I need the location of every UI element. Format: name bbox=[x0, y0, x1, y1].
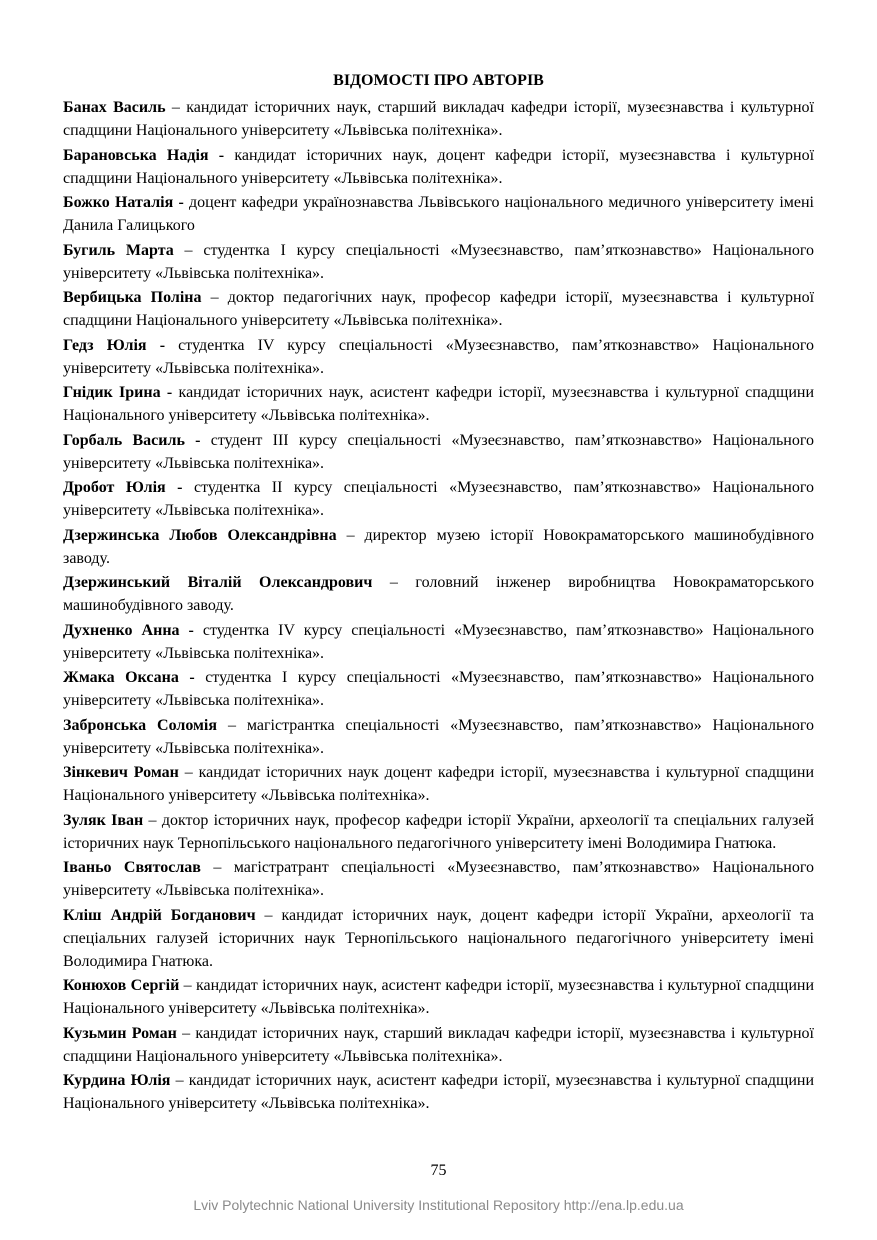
authors-list bbox=[63, 96, 814, 1117]
author-description: кандидат історичних наук, доцент кафедри історії України, археології та спеціальних галузей історичних наук Тернопільського національного педагогічного університету імені Володимира Гнатюка. bbox=[63, 906, 814, 970]
author-entry bbox=[63, 809, 814, 855]
author-description: доктор історичних наук, професор кафедри історії України, археології та спеціальних галузей історичних наук Тернопільського національного педагогічного університету імені Володимира Гнатюка. bbox=[63, 811, 815, 852]
author-entry bbox=[63, 191, 814, 237]
author-description: кандидат історичних наук, доцент кафедри історії, музеєзнавства і культурної спадщини Національного університету «Львівська політехніка». bbox=[63, 146, 815, 187]
author-entry bbox=[63, 429, 814, 475]
author-separator: – bbox=[201, 289, 228, 306]
author-separator bbox=[224, 147, 234, 164]
page-title: ВІДОМОСТІ ПРО АВТОРІВ bbox=[333, 72, 544, 89]
author-separator: – bbox=[200, 859, 234, 876]
author-separator: – bbox=[165, 99, 187, 116]
author-name: Забронська Соломія bbox=[63, 716, 218, 734]
author-description: головний інженер виробництва Новокраматорського машинобудівного заводу. bbox=[63, 574, 815, 614]
author-separator: – bbox=[173, 241, 204, 259]
author-name: Гедз Юлія - bbox=[63, 336, 166, 354]
repository-footer: Lviv Polytechnic National University Institutional Repository http://ena.lp.edu.ua bbox=[193, 1197, 684, 1213]
author-name: Горбаль Василь - bbox=[63, 431, 201, 449]
author-description: кандидат історичних наук, асистент кафедри історії, музеєзнавства і культурної спадщини Національного університету «Львівська політехніка». bbox=[63, 1072, 815, 1112]
author-name: Божко Наталія - bbox=[63, 194, 184, 211]
author-name: Зуляк Іван bbox=[63, 811, 144, 829]
author-name: Кліш Андрій Богданович bbox=[63, 906, 256, 924]
author-separator: – bbox=[372, 574, 416, 591]
author-entry bbox=[63, 524, 814, 570]
author-description: кандидат історичних наук, асистент кафедри історії, музеєзнавства і культурної спадщини Національного університету «Львівська політехніка». bbox=[63, 384, 815, 424]
author-description: директор музею історії Новокраматорського машинобудівного заводу. bbox=[63, 526, 815, 567]
author-name: Гнідик Ірина - bbox=[63, 384, 173, 401]
author-description: доцент кафедри українознавства Львівського національного медичного університету імені Данила Галицького bbox=[63, 194, 815, 234]
author-description: кандидат історичних наук, старший викладач кафедри історії, музеєзнавства і культурної спадщини Національного університету «Львівська політехніка». bbox=[63, 99, 814, 139]
author-description: магістратрант спеціальності «Музеєзнавство, пам’яткознавство» Національного університету «Львівська політехніка». bbox=[63, 859, 815, 899]
author-description: студентка I курсу спеціальності «Музеєзнавство, пам’яткознавство» Національного університету «Львівська політехніка». bbox=[63, 669, 815, 709]
author-entry bbox=[63, 1069, 814, 1115]
author-description: кандидат історичних наук доцент кафедри історії, музеєзнавства і культурної спадщини Національного університету «Львівська політехніка». bbox=[63, 764, 815, 804]
author-entry bbox=[63, 1022, 814, 1068]
author-name: Дзержинська Любов Олександрівна bbox=[63, 526, 337, 544]
author-entry bbox=[63, 619, 814, 665]
author-separator: – bbox=[170, 1072, 189, 1089]
author-description: магістрантка спеціальності «Музеєзнавство, пам’яткознавство» Національного університету «Львівська політехніка». bbox=[63, 716, 814, 757]
author-entry bbox=[63, 666, 814, 712]
author-entry bbox=[63, 96, 814, 142]
author-separator: – bbox=[336, 526, 365, 544]
author-name: Жмака Оксана - bbox=[63, 669, 195, 686]
author-separator: – bbox=[255, 906, 282, 924]
author-name: Курдина Юлія bbox=[63, 1072, 171, 1089]
author-description: студентка ІІ курсу спеціальності «Музеєзнавство, пам’яткознавство» Національного університету «Львівська політехніка». bbox=[63, 479, 815, 519]
page-number: 75 bbox=[430, 1162, 447, 1179]
author-separator: – bbox=[176, 1024, 196, 1042]
author-entry bbox=[63, 239, 814, 285]
author-name: Бугиль Марта bbox=[63, 241, 174, 259]
author-description: студентка IV курсу спеціальності «Музеєзнавство, пам’яткознавство» Національного університету «Львівська політехніка». bbox=[63, 621, 814, 662]
author-separator bbox=[183, 479, 194, 496]
author-description: кандидат історичних наук, старший викладач кафедри історії, музеєзнавства і культурної спадщини Національного університету «Львівська політехніка». bbox=[63, 1024, 814, 1065]
author-separator: – bbox=[217, 716, 247, 734]
author-name: Дробот Юлія - bbox=[63, 479, 183, 496]
author-description: студент ІІІ курсу спеціальності «Музеєзнавство, пам’яткознавство» Національного університету «Львівська політехніка». bbox=[63, 431, 814, 472]
author-name: Зінкевич Роман bbox=[63, 764, 179, 781]
author-entry bbox=[63, 904, 814, 973]
author-description: кандидат історичних наук, асистент кафедри історії, музеєзнавства і культурної спадщини Національного університету «Львівська політехніка». bbox=[63, 977, 815, 1017]
author-description: студентка І курсу спеціальності «Музеєзнавство, пам’яткознавство» Національного університету «Львівська політехніка». bbox=[63, 241, 815, 282]
author-separator bbox=[194, 622, 203, 639]
author-description: доктор педагогічних наук, професор кафедри історії, музеєзнавства і культурної спадщини Національного університету «Львівська політехніка». bbox=[63, 289, 815, 329]
author-description: студентка IV курсу спеціальності «Музеєзнавство, пам’яткознавство» Національного університету «Львівська політехніка». bbox=[63, 336, 815, 377]
author-entry bbox=[63, 476, 814, 522]
author-entry bbox=[63, 334, 814, 380]
author-entry bbox=[63, 286, 814, 332]
author-separator bbox=[195, 669, 206, 686]
author-separator: – bbox=[143, 811, 162, 829]
author-entry bbox=[63, 974, 814, 1020]
author-separator: – bbox=[178, 764, 199, 781]
author-entry bbox=[63, 381, 814, 427]
author-separator: – bbox=[179, 977, 197, 994]
author-entry bbox=[63, 144, 814, 190]
author-name: Кузьмин Роман bbox=[63, 1024, 177, 1042]
author-entry bbox=[63, 571, 814, 617]
author-entry bbox=[63, 761, 814, 807]
author-separator bbox=[200, 432, 210, 449]
author-name: Духненко Анна - bbox=[63, 621, 194, 639]
author-name: Дзержинський Віталій Олександрович bbox=[63, 574, 373, 591]
author-name: Банах Василь bbox=[63, 99, 166, 116]
author-name: Конюхов Сергій bbox=[63, 977, 180, 994]
author-separator bbox=[165, 337, 178, 354]
author-name: Іваньо Святослав bbox=[63, 859, 201, 876]
author-name: Вербицька Поліна bbox=[63, 289, 202, 306]
author-entry bbox=[63, 714, 814, 760]
author-entry bbox=[63, 856, 814, 902]
author-name: Барановська Надія - bbox=[63, 146, 225, 164]
